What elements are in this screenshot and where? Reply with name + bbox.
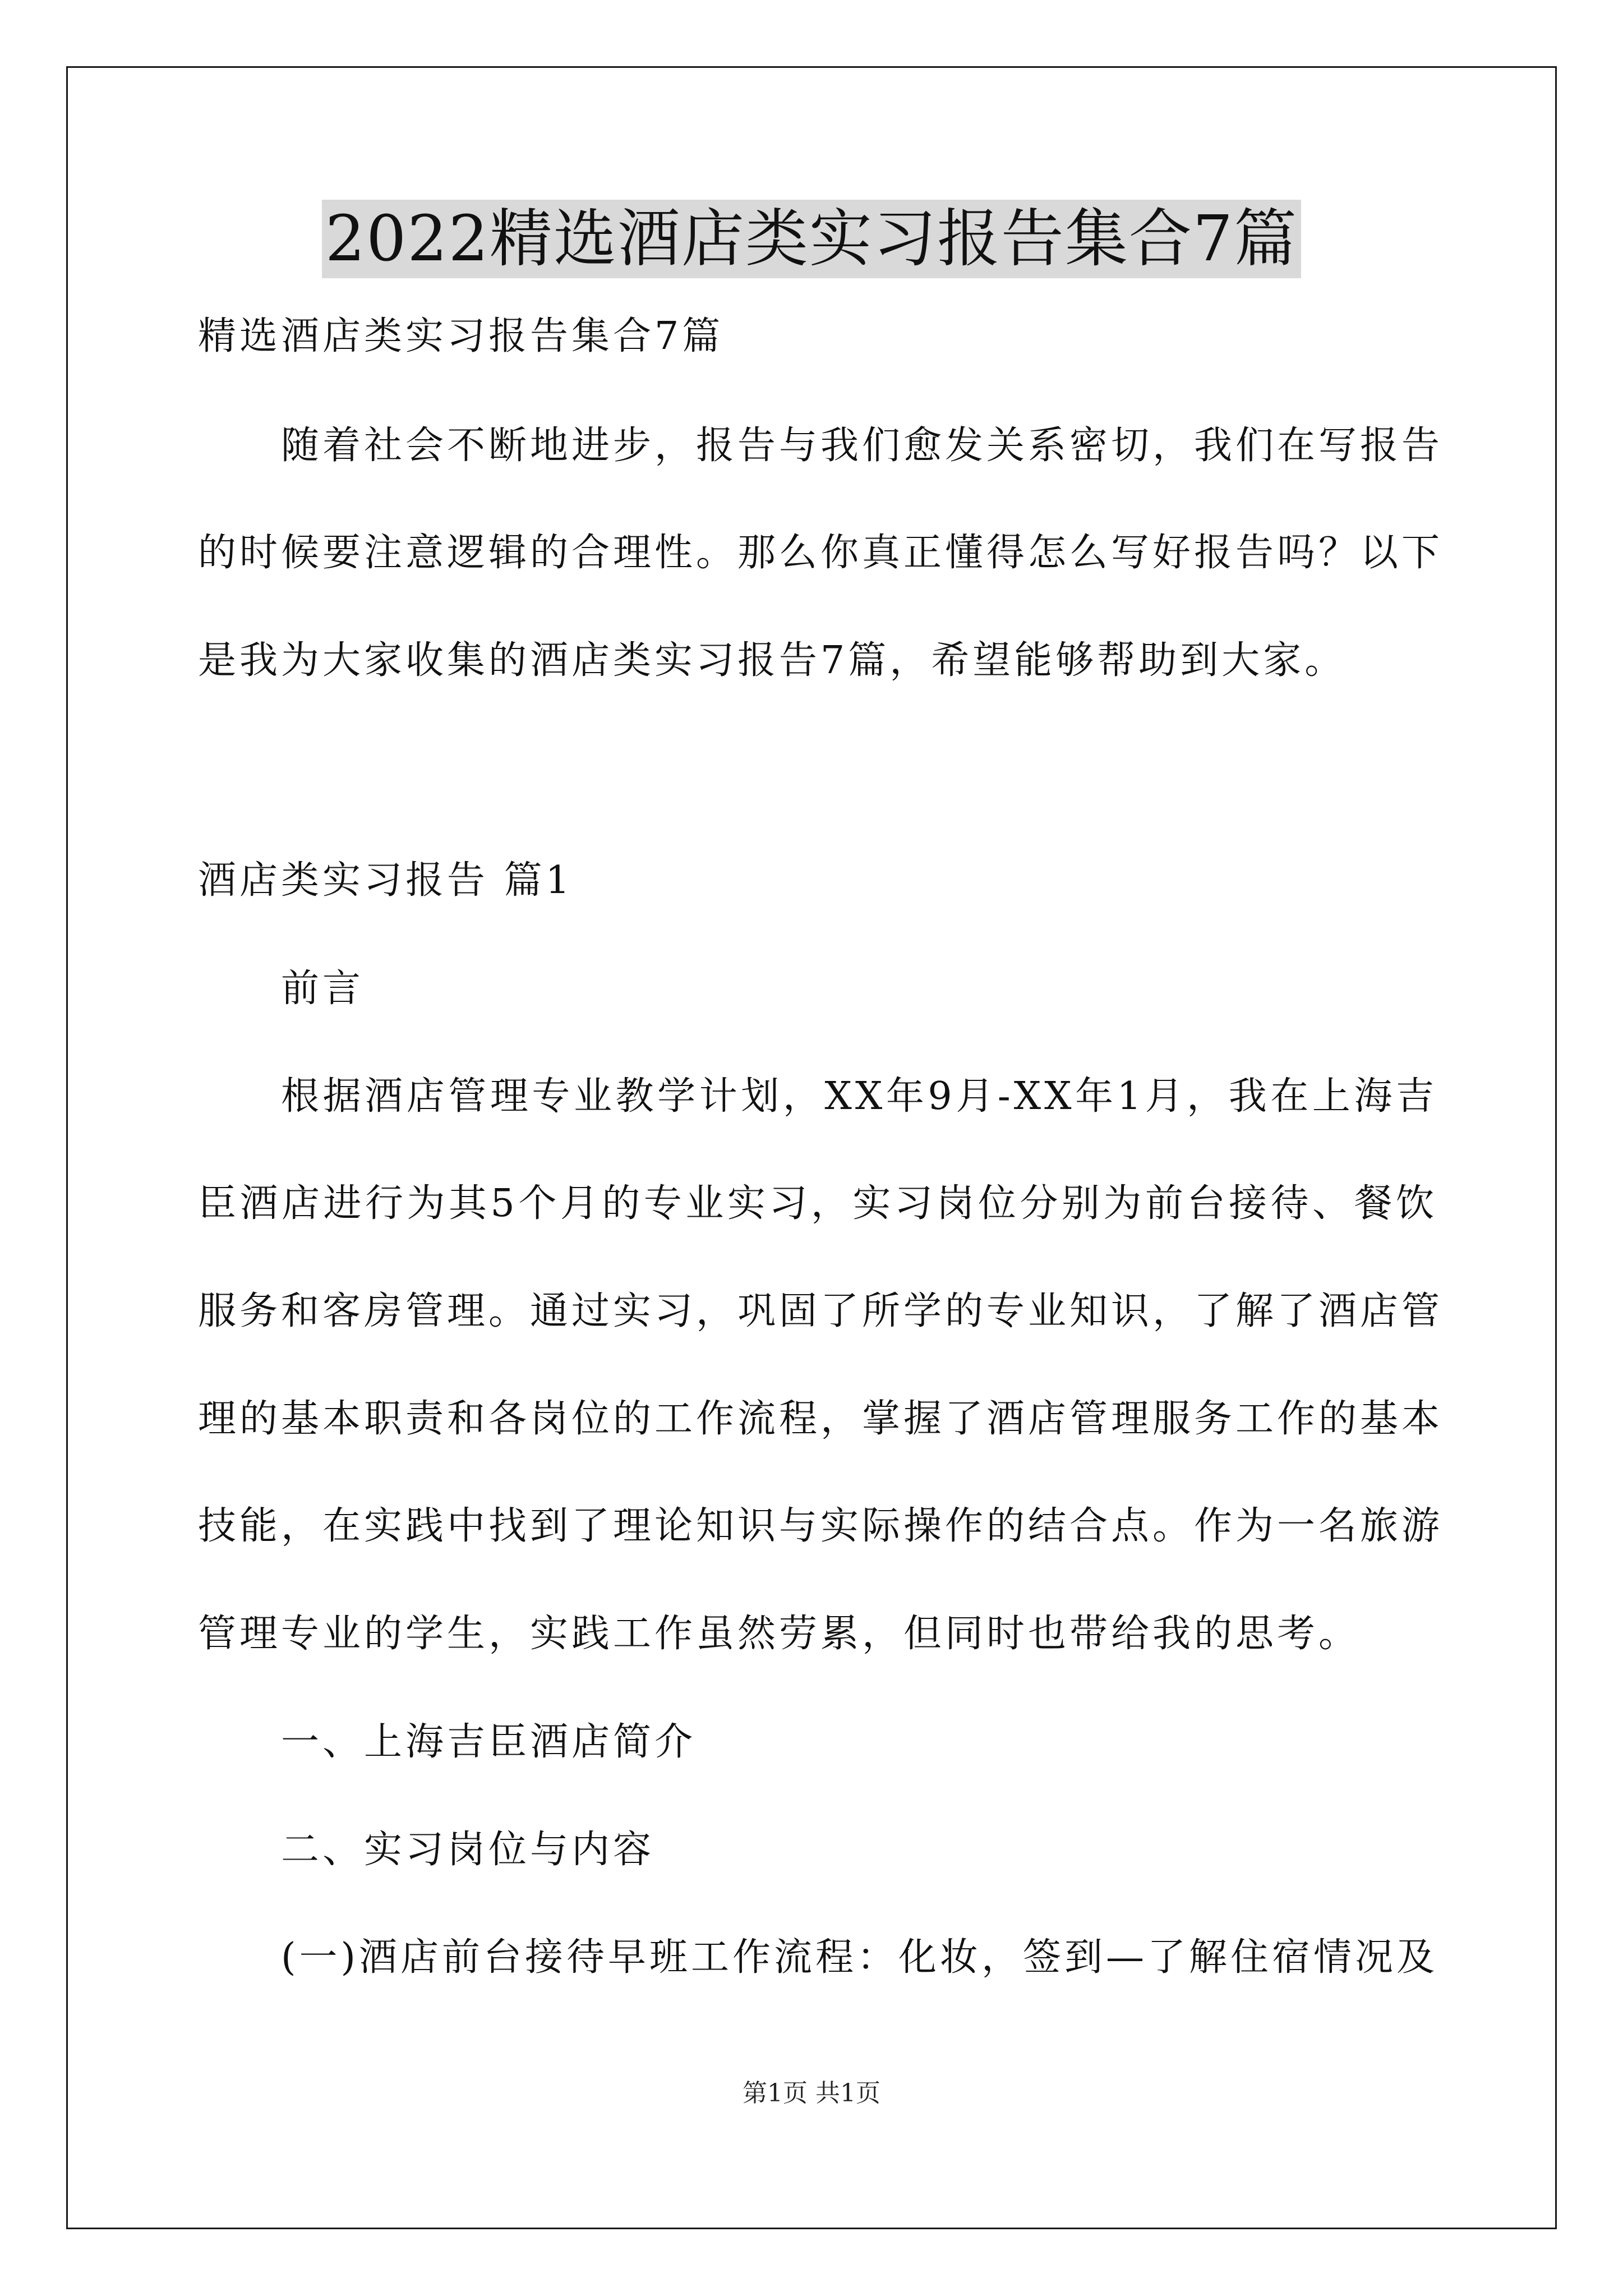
document-subtitle: 精选酒店类实习报告集合7篇 — [198, 314, 724, 358]
page-footer: 第1页 共1页 — [743, 2079, 880, 2108]
page-border — [66, 66, 1557, 2229]
preface-line-5: 技能，在实践中找到了理论知识与实际操作的结合点。作为一名旅游 — [198, 1504, 1444, 1548]
intro-line-2: 的时候要注意逻辑的合理性。那么你真正懂得怎么写好报告吗？以下 — [198, 531, 1444, 575]
preface-line-2: 臣酒店进行为其5个月的专业实习，实习岗位分别为前台接待、餐饮 — [198, 1181, 1437, 1226]
outline-item-2: 二、实习岗位与内容 — [281, 1828, 655, 1872]
outline-item-1: 一、上海吉臣酒店简介 — [281, 1720, 697, 1764]
document-title — [0, 200, 1623, 278]
outline-item-3: (一)酒店前台接待早班工作流程：化妆，签到—了解住宿情况及 — [281, 1935, 1438, 1980]
preface-heading: 前言 — [281, 967, 365, 1011]
preface-line-3: 服务和客房管理。通过实习，巩固了所学的专业知识，了解了酒店管 — [198, 1289, 1444, 1333]
preface-line-6: 管理专业的学生，实践工作虽然劳累，但同时也带给我的思考。 — [198, 1612, 1361, 1656]
intro-line-3: 是我为大家收集的酒店类实习报告7篇，希望能够帮助到大家。 — [198, 638, 1347, 683]
document-title-text: 2022精选酒店类实习报告集合7篇 — [322, 200, 1301, 278]
preface-line-4: 理的基本职责和各岗位的工作流程，掌握了酒店管理服务工作的基本 — [198, 1397, 1444, 1441]
intro-line-1: 随着社会不断地进步，报告与我们愈发关系密切，我们在写报告 — [281, 424, 1444, 468]
preface-line-1: 根据酒店管理专业教学计划，XX年9月-XX年1月，我在上海吉 — [281, 1074, 1437, 1119]
section-heading: 酒店类实习报告 篇1 — [198, 858, 573, 903]
